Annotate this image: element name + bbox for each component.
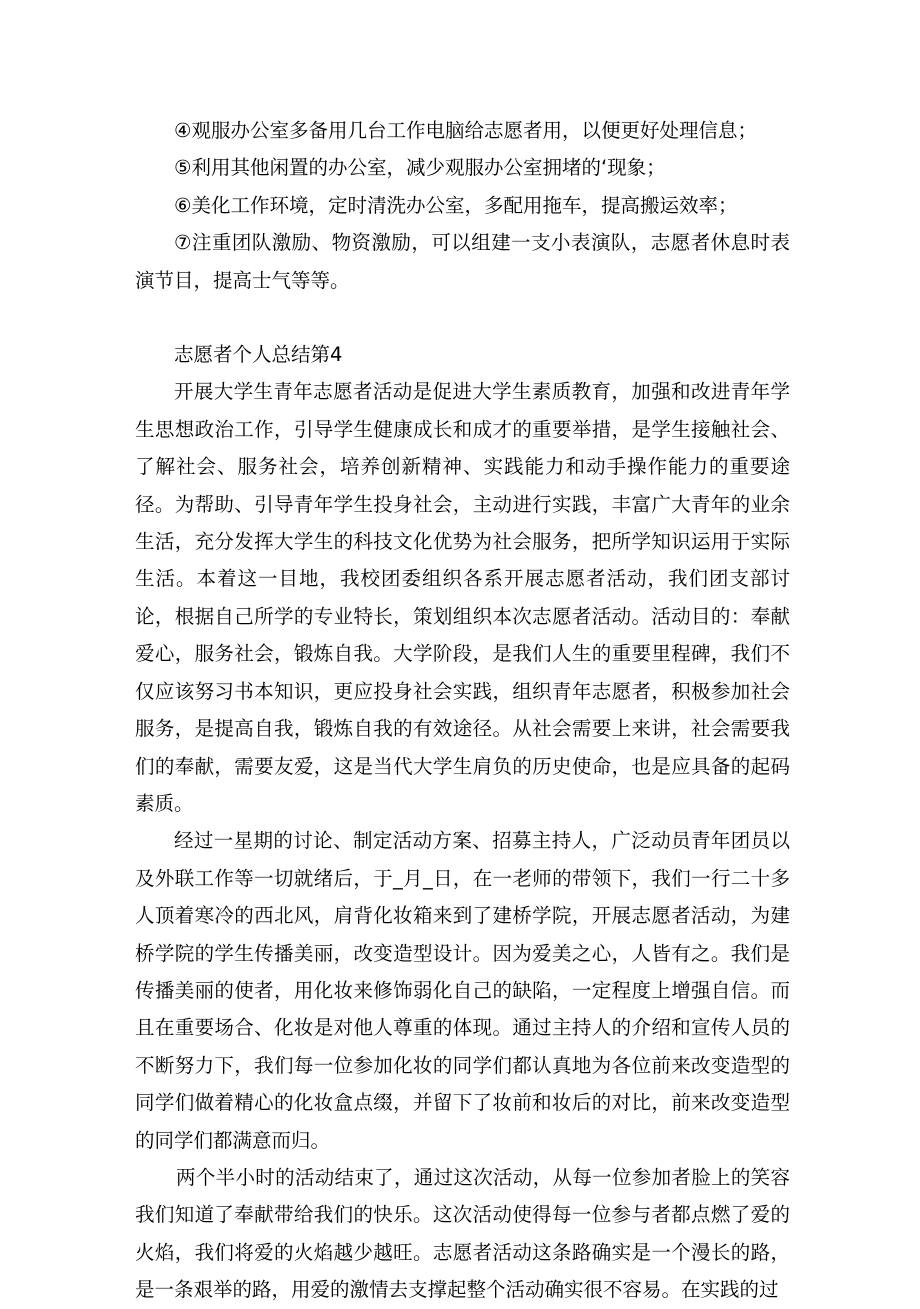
list-item: ⑤利用其他闲置的办公室，减少观服办公室拥堵的‘现象；: [174, 156, 666, 180]
paragraph: 开展大学生青年志愿者活动是促进大学生素质教育，加强和改进青年学生思想政治工作，引导学生健康成长和成才的重要举措，是学生接触社会、了解社会、服务社会，培养创新精神、实践能力和动手操作能力的重要途径。为帮助、引导青年学生投身社会，主动进行实践，丰富广大青年的业余生活，充分发挥大学生的科技文化优势为社会服务，把所学知识运用于实际生活。本着这一目地，我校团委组织各系开展志愿者活动，我们团支部讨论，根据自己所学的专业特长，策划组织本次志愿者活动。活动目的：奉献爱心，服务社会，锻炼自我。大学阶段，是我们人生的重要里程碑，我们不仅应该努习书本知识，更应投身社会实践，组织青年志愿者，积极参加社会服务，是提高自我，锻炼自我的有效途径。从社会需要上来讲，社会需要我们的奉献，需要友爱，这是当代大学生肩负的历史使命，也是应具备的起码素质。: [135, 380, 790, 815]
list-item: ④观服办公室多备用几台工作电脑给志愿者用，以便更好处理信息；: [174, 119, 757, 142]
paragraph: 经过一星期的讨论、制定活动方案、招募主持人，广泛动员青年团员以及外联工作等一切就绪后，于_月_日，在一老师的带领下，我们一行二十多人顶着寒冷的西北风，肩背化妆箱来到了建桥学院，开展志愿者活动，为建桥学院的学生传播美丽，改变造型设计。因为爱美之心，人皆有之。我们是传播美丽的使者，用化妆来修饰弱化自己的缺陷，一定程度上增强自信。而且在重要场合、化妆是对他人尊重的体现。通过主持人的介绍和宣传人员的不断努力下，我们每一位参加化妆的同学们都认真地为各位前来改变造型的同学们做着精心的化妆盒点缀，并留下了妆前和妆后的对比，前来改变造型的同学们都满意而归。: [135, 829, 790, 1152]
document-body: [135, 112, 790, 1309]
section-gap: [135, 299, 790, 336]
list-item: ⑦注重团队激励、物资激励，可以组建一支小表演队，志愿者休息时表演节目，提高士气等等。: [135, 231, 790, 292]
list-item: ⑥美化工作环境，定时清洗办公室，多配用拖车，提高搬运效率；: [174, 193, 738, 217]
section-heading: 志愿者个人总结第4: [174, 343, 343, 367]
paragraph: 两个半小时的活动结束了，通过这次活动，从每一位参加者脸上的笑容我们知道了奉献带给我们的快乐。这次活动使得每一位参与者都点燃了爱的火焰，我们将爱的火焰越少越旺。志愿者活动这条路确实是一个漫长的路，是一条艰举的路，用爱的激情去支撑起整个活动确实很不容易。在实践的过: [135, 1165, 790, 1302]
